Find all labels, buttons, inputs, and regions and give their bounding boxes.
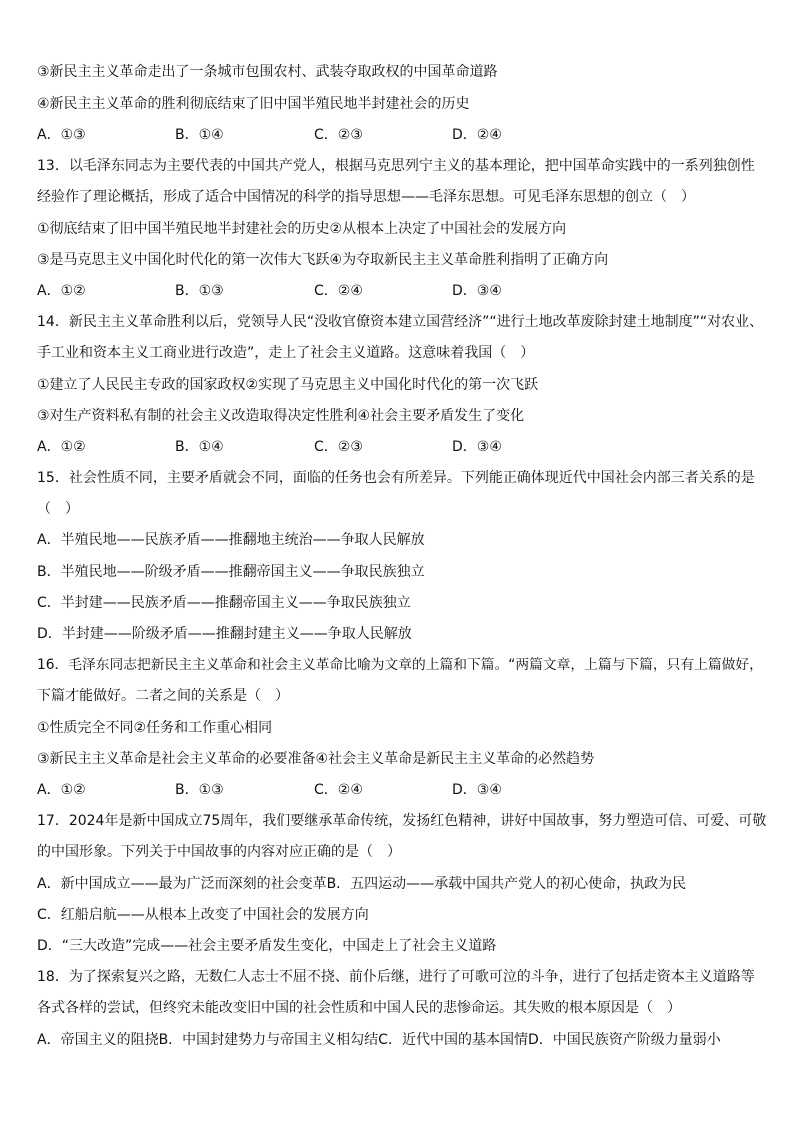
q13-option-d: D．③④ [452, 283, 502, 299]
q13-stem-line-1: 13．以毛泽东同志为主要代表的中国共产党人，根据马克思列宁主义的基本理论，把中国革命实践中的一系列独创性 [37, 158, 755, 174]
q12-option-a: A．①③ [37, 127, 86, 143]
q16-option-b: B．①③ [175, 782, 224, 798]
q15-option-b: B．半殖民地——阶级矛盾——推翻帝国主义——争取民族独立 [37, 564, 425, 580]
q12-statement-4: ④新民主主义革命的胜利彻底结束了旧中国半殖民地半封建社会的历史 [37, 96, 470, 112]
q12-option-d: D．②④ [452, 127, 502, 143]
q18-options: A．帝国主义的阻挠B．中国封建势力与帝国主义相勾结C．近代中国的基本国情D．中国民族资产阶级力量弱小 [37, 1032, 721, 1048]
q17-stem-line-2: 的中国形象。下列关于中国故事的内容对应正确的是（ ） [37, 844, 401, 860]
q13-statements-3-4: ③是马克思主义中国化时代化的第一次伟大飞跃④为夺取新民主主义革命胜利指明了正确方向 [37, 252, 609, 268]
q13-option-c: C．②④ [314, 283, 363, 299]
q13-stem-line-2: 经验作了理论概括，形成了适合中国情况的科学的指导思想——毛泽东思想。可见毛泽东思想的创立（ ） [37, 189, 695, 205]
q14-option-d: D．③④ [452, 439, 502, 455]
q17-option-d: D．“三大改造”完成——社会主要矛盾发生变化，中国走上了社会主义道路 [37, 938, 497, 954]
q14-statements-3-4: ③对生产资料私有制的社会主义改造取得决定性胜利④社会主要矛盾发生了变化 [37, 408, 525, 424]
q15-option-c: C．半封建——民族矛盾——推翻帝国主义——争取民族独立 [37, 595, 411, 611]
q16-option-d: D．③④ [452, 782, 502, 798]
q13-statements-1-2: ①彻底结束了旧中国半殖民地半封建社会的历史②从根本上决定了中国社会的发展方向 [37, 221, 567, 237]
q14-stem-line-1: 14．新民主主义革命胜利以后，党领导人民“没收官僚资本建立国营经济”“进行土地改革废除封建土地制度”“对农业、 [37, 314, 764, 330]
q12-option-c: C．②③ [314, 127, 363, 143]
q14-stem-line-2: 手工业和资本主义工商业进行改造”，走上了社会主义道路。这意味着我国（ ） [37, 345, 535, 361]
q12-option-b: B．①④ [175, 127, 224, 143]
q15-stem-line-1: 15．社会性质不同，主要矛盾就会不同，面临的任务也会有所差异。下列能正确体现近代中国社会内部三者关系的是 [37, 470, 755, 486]
q16-stem-line-1: 16．毛泽东同志把新民主主义革命和社会主义革命比喻为文章的上篇和下篇。“两篇文章，上篇与下篇，只有上篇做好， [37, 657, 763, 673]
q15-stem-line-2: （ ） [37, 501, 79, 517]
q13-option-a: A．①② [37, 283, 86, 299]
q16-option-c: C．②④ [314, 782, 363, 798]
q12-statement-3: ③新民主主义革命走出了一条城市包围农村、武装夺取政权的中国革命道路 [37, 64, 498, 80]
q17-options-a-b: A．新中国成立——最为广泛而深刻的社会变革B．五四运动——承载中国共产党人的初心使命，执政为民 [37, 876, 687, 892]
q16-stem-line-2: 下篇才能做好。二者之间的关系是（ ） [37, 688, 289, 704]
q17-stem-line-1: 17．2024年是新中国成立75周年，我们要继承革命传统，发扬红色精神，讲好中国故事，努力塑造可信、可爱、可敬 [37, 813, 767, 829]
q17-option-c: C．红船启航——从根本上改变了中国社会的发展方向 [37, 907, 369, 923]
q15-option-d: D．半封建——阶级矛盾——推翻封建主义——争取人民解放 [37, 626, 412, 642]
q18-stem-line-2: 各式各样的尝试，但终究未能改变旧中国的社会性质和中国人民的悲惨命运。其失败的根本原因是（ ） [37, 1000, 681, 1016]
q18-stem-line-1: 18．为了探索复兴之路，无数仁人志士不屈不挠、前仆后继，进行了可歌可泣的斗争，进行了包括走资本主义道路等 [37, 969, 755, 985]
q14-option-a: A．①② [37, 439, 86, 455]
q16-statements-3-4: ③新民主主义革命是社会主义革命的必要准备④社会主义革命是新民主主义革命的必然趋势 [37, 751, 595, 767]
q14-option-b: B．①④ [175, 439, 224, 455]
q14-statements-1-2: ①建立了人民民主专政的国家政权②实现了马克思主义中国化时代化的第一次飞跃 [37, 377, 539, 393]
q16-statements-1-2: ①性质完全不同②任务和工作重心相同 [37, 720, 273, 736]
q16-option-a: A．①② [37, 782, 86, 798]
q14-option-c: C．②③ [314, 439, 363, 455]
q15-option-a: A．半殖民地——民族矛盾——推翻地主统治——争取人民解放 [37, 532, 425, 548]
q13-option-b: B．①③ [175, 283, 224, 299]
